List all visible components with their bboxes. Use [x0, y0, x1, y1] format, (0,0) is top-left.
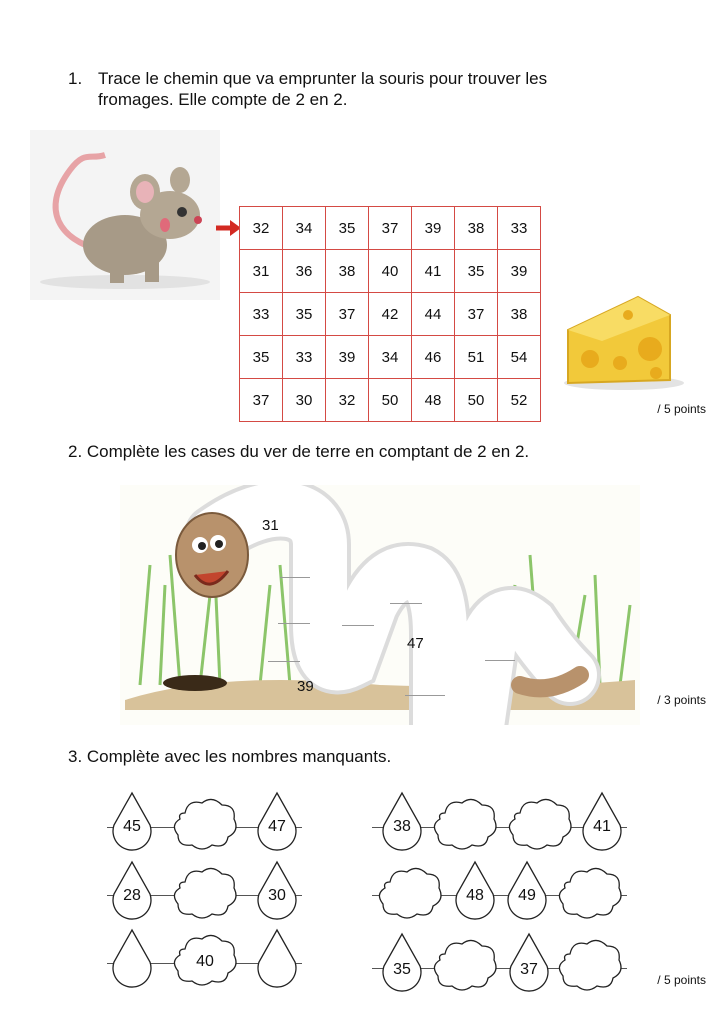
q2-title: 2. Complète les cases du ver de terre en comptant de 2 en 2.: [68, 442, 530, 461]
q2-points: / 3 points: [657, 693, 706, 707]
cloud-shape: [170, 864, 240, 922]
grid-cell[interactable]: 54: [498, 336, 541, 379]
cloud-shape: [375, 864, 445, 922]
cloud-shape: [555, 936, 625, 994]
shape-number[interactable]: 38: [393, 818, 411, 835]
shape-number[interactable]: 30: [268, 887, 286, 904]
grid-cell[interactable]: 37: [240, 379, 283, 422]
grid-cell[interactable]: 39: [326, 336, 369, 379]
q1-title-line2: fromages. Elle compte de 2 en 2.: [98, 90, 348, 109]
shape-number[interactable]: 28: [123, 887, 141, 904]
grid-cell[interactable]: 50: [455, 379, 498, 422]
shape-number[interactable]: 41: [593, 818, 611, 835]
grid-row: [240, 207, 541, 250]
grid-cell[interactable]: 38: [326, 250, 369, 293]
grid-cell[interactable]: 41: [412, 250, 455, 293]
grid-cell[interactable]: 35: [283, 293, 326, 336]
q1-points: / 5 points: [657, 402, 706, 416]
grid-cell[interactable]: 33: [240, 293, 283, 336]
q3-points: / 5 points: [657, 973, 706, 987]
grid-cell[interactable]: 31: [240, 250, 283, 293]
grid-cell[interactable]: 38: [455, 207, 498, 250]
worm-blank[interactable]: [278, 623, 310, 624]
shape-number[interactable]: 35: [393, 961, 411, 978]
drop-shape: [110, 928, 154, 988]
number-grid: [239, 206, 541, 422]
grid-cell[interactable]: 42: [369, 293, 412, 336]
grid-cell[interactable]: 32: [240, 207, 283, 250]
grid-cell[interactable]: 52: [498, 379, 541, 422]
cheese-illustration: [558, 285, 688, 395]
q1-title-line1: Trace le chemin que va emprunter la souris pour trouver les: [98, 69, 548, 88]
grid-cell[interactable]: 35: [326, 207, 369, 250]
grid-cell[interactable]: 39: [412, 207, 455, 250]
grid-cell[interactable]: 50: [369, 379, 412, 422]
shape-number[interactable]: 48: [466, 887, 484, 904]
grid-cell[interactable]: 51: [455, 336, 498, 379]
grid-row: [240, 293, 541, 336]
worm-blank[interactable]: [268, 661, 300, 662]
worm-blank[interactable]: [405, 695, 445, 696]
grid-row: [240, 250, 541, 293]
grid-row: [240, 336, 541, 379]
shape-number[interactable]: 37: [520, 961, 538, 978]
grid-cell[interactable]: 35: [455, 250, 498, 293]
grid-cell[interactable]: 40: [369, 250, 412, 293]
grid-cell[interactable]: 48: [412, 379, 455, 422]
worm-blank[interactable]: [390, 603, 422, 604]
grid-cell[interactable]: 30: [283, 379, 326, 422]
grid-cell[interactable]: 39: [498, 250, 541, 293]
worm-blank[interactable]: [280, 577, 310, 578]
start-arrow-icon: [214, 218, 242, 238]
grid-cell[interactable]: 37: [455, 293, 498, 336]
grid-cell[interactable]: 32: [326, 379, 369, 422]
grid-cell[interactable]: 37: [326, 293, 369, 336]
grid-cell[interactable]: 34: [369, 336, 412, 379]
cloud-shape: [430, 795, 500, 853]
mouse-illustration: [30, 130, 220, 300]
grid-cell[interactable]: 37: [369, 207, 412, 250]
grid-cell[interactable]: 35: [240, 336, 283, 379]
worm-number-31: 31: [262, 517, 279, 534]
cloud-shape: [170, 795, 240, 853]
worm-illustration: [120, 485, 640, 725]
worm-blank[interactable]: [485, 660, 515, 661]
grid-cell[interactable]: 36: [283, 250, 326, 293]
q3-title: 3. Complète avec les nombres manquants.: [68, 747, 392, 766]
shape-number[interactable]: 49: [518, 887, 536, 904]
cloud-shape: [555, 864, 625, 922]
grid-cell[interactable]: 33: [498, 207, 541, 250]
worm-number-47: 47: [407, 635, 424, 652]
q1-number: 1.: [68, 69, 83, 88]
shape-number[interactable]: 47: [268, 818, 286, 835]
grid-cell[interactable]: 33: [283, 336, 326, 379]
shape-number[interactable]: 45: [123, 818, 141, 835]
grid-cell[interactable]: 44: [412, 293, 455, 336]
drop-shape: [255, 928, 299, 988]
cloud-shape: [505, 795, 575, 853]
cloud-shape: [430, 936, 500, 994]
shape-number[interactable]: 40: [196, 953, 214, 970]
grid-cell[interactable]: 34: [283, 207, 326, 250]
worm-number-39: 39: [297, 678, 314, 695]
grid-row: [240, 379, 541, 422]
grid-cell[interactable]: 38: [498, 293, 541, 336]
grid-cell[interactable]: 46: [412, 336, 455, 379]
worm-blank[interactable]: [342, 625, 374, 626]
